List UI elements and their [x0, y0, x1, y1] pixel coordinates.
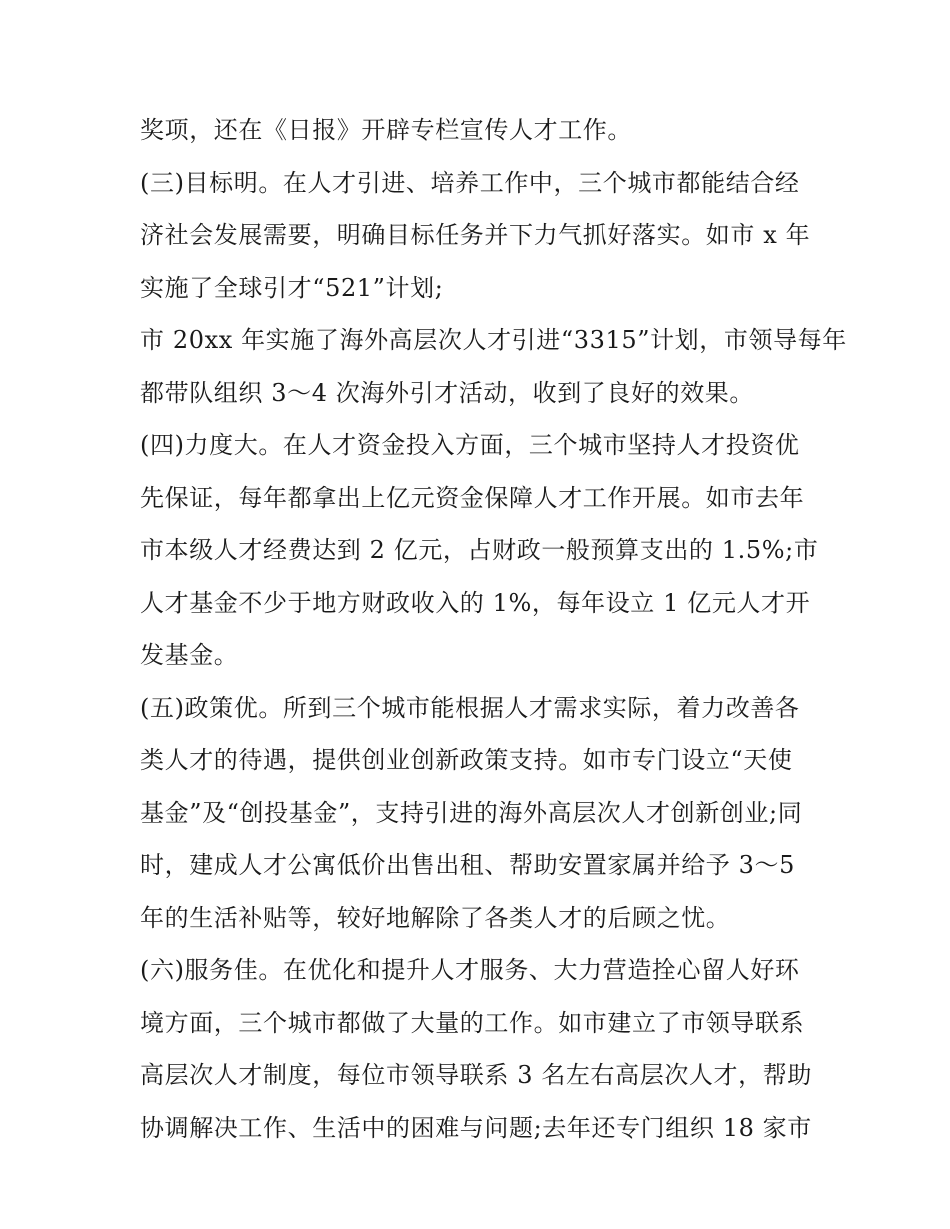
text-line: 市本级人才经费达到 2 亿元，占财政一般预算支出的 1.5%;市 [140, 536, 819, 564]
text-line: (三)目标明。在人才引进、培养工作中，三个城市都能结合经 [140, 168, 800, 197]
text-line: 高层次人才制度，每位市领导联系 3 名左右高层次人才，帮助 [140, 1061, 812, 1089]
text-line: (四)力度大。在人才资金投入方面，三个城市坚持人才投资优 [140, 431, 800, 459]
document-body [140, 104, 847, 1154]
text-line: 基金”及“创投基金”，支持引进的海外高层次人才创新创业;同 [140, 798, 803, 827]
text-line: (五)政策优。所到三个城市能根据人才需求实际，着力改善各 [140, 693, 800, 722]
text-line: 奖项，还在《日报》开辟专栏宣传人才工作。 [140, 116, 632, 144]
text-line: 都带队组织 3～4 次海外引才活动，收到了良好的效果。 [140, 378, 754, 407]
text-line: 人才基金不少于地方财政收入的 1%，每年设立 1 亿元人才开 [140, 588, 811, 617]
text-line: 境方面，三个城市都做了大量的工作。如市建立了市领导联系 [140, 1008, 805, 1037]
text-line: 先保证，每年都拿出上亿元资金保障人才工作开展。如市去年 [140, 483, 805, 512]
text-line: (六)服务佳。在优化和提升人才服务、大力营造拴心留人好环 [140, 956, 800, 984]
text-line: 时，建成人才公寓低价出售出租、帮助安置家属并给予 3～5 [140, 851, 795, 879]
text-line: 市 20xx 年实施了海外高层次人才引进“3315”计划，市领导每年 [140, 326, 847, 354]
text-line: 发基金。 [140, 641, 239, 669]
text-line: 协调解决工作、生活中的困难与问题;去年还专门组织 18 家市 [140, 1113, 812, 1142]
text-line: 类人才的待遇，提供创业创新政策支持。如市专门设立“天使 [140, 746, 793, 774]
text-line: 实施了全球引才“521”计划; [140, 273, 444, 302]
text-line: 年的生活补贴等，较好地解除了各类人才的后顾之忧。 [140, 903, 731, 932]
text-line: 济社会发展需要，明确目标任务并下力气抓好落实。如市 x 年 [140, 221, 811, 249]
